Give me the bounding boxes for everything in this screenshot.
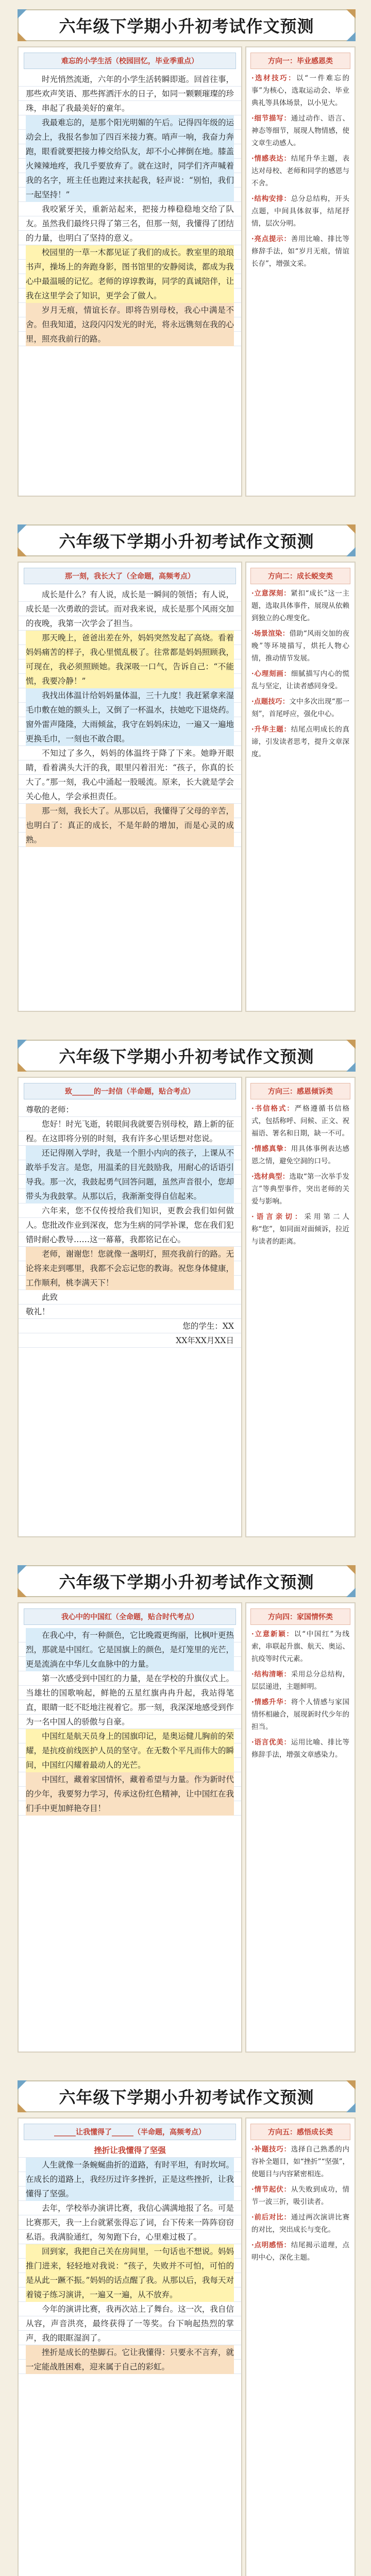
note-item: ·结构清晰：采用总分总结构，层层递进，主题鲜明。 [251, 1670, 350, 1691]
section-title-banner [18, 1040, 356, 1072]
notes-body [246, 2143, 355, 2272]
essay-paragraph: 我找出体温计给妈妈量体温，三十九度！我赶紧拿来湿毛巾敷在她的额头上，又倒了一杯温水，扶她吃下退烧药。窗外雷声隆隆，大雨倾盆，我守在妈妈床边，一遍又一遍地更换毛巾，一刻也不敢合眼。 [26, 688, 234, 746]
section-title: 六年级下学期小升初考试作文预测 [59, 1572, 314, 1592]
note-item: ·情感升华：将个人情感与家国情怀相融合，展现新时代少年的担当。 [251, 1698, 350, 1731]
letter-salutation: 尊敬的老师： [26, 1105, 74, 1114]
essay-paragraph: 挫折是成长的垫脚石。它让我懂得：只要永不言弃，就一定能战胜困难，迎来属于自己的彩虹。 [26, 2345, 234, 2374]
note-item: ·结构安排：总分总结构，开头点题，中间具体叙事，结尾抒情，层次分明。 [251, 195, 350, 228]
notes-heading: 方向一：毕业感恩类 [250, 53, 350, 69]
note-item: ·心理刻画：细腻描写内心的慌乱与坚定，让读者感同身受。 [251, 670, 350, 690]
essay-paragraph: 那一刻，我长大了。从那以后，我懂得了父母的辛苦，也明白了：真正的成长，不是年龄的增加，而是心灵的成熟。 [26, 804, 234, 847]
section-title-banner [18, 9, 356, 41]
notes-panel [245, 562, 356, 1012]
essay-paragraph: 我咬紧牙关，重新站起来，把接力棒稳稳地交给了队友。虽然我们最终只得了第三名，但那一刻，我懂得了团结的力量，也明白了坚持的意义。 [26, 205, 234, 243]
essay-paragraph: 那天晚上，爸爸出差在外，妈妈突然发起了高烧。看着妈妈痛苦的样子，我心里慌乱极了。往常都是妈妈照顾我，可现在，我必须照顾她。我深吸一口气，告诉自己：“不能慌，我要冷静！” [26, 631, 234, 688]
note-item: ·情节起伏：从失败到成功，情节一波三折，吸引读者。 [251, 2185, 350, 2206]
notes-heading: 方向五：感悟成长类 [250, 2124, 350, 2140]
letter-closing: 此致 [42, 1293, 58, 1302]
notes-body [246, 1628, 355, 1769]
note-item: ·语言亲切：采用第二人称“您”，如同面对面倾诉，拉近与读者的距离。 [251, 1213, 350, 1246]
note-item: ·情感真挚：用具体事例表达感恩之情，避免空洞的口号。 [251, 1145, 350, 1165]
section-title: 六年级下学期小升初考试作文预测 [59, 16, 314, 36]
section-title-banner [18, 2080, 356, 2112]
letter-regards: 敬礼！ [26, 1307, 50, 1316]
essay-paragraph: 老师，谢谢您！您就像一盏明灯，照亮我前行的路。无论将来走到哪里，我都不会忘记您的教诲。祝您身体健康，工作顺利，桃李满天下！ [26, 1247, 234, 1290]
section-title-banner [18, 524, 356, 556]
note-item: ·补题技巧：选择自己熟悉的内容补全题目，如“挫折”“坚强”，使题目与内容紧密相连。 [251, 2145, 350, 2178]
letter-date: XX年XX月XX日 [176, 1336, 234, 1345]
notes-body [246, 1103, 355, 1256]
notes-heading: 方向四：家国情怀类 [250, 1608, 350, 1625]
essay-paragraph: 六年来，您不仅传授给我们知识，更教会我们如何做人。您批改作业到深夜，您为生病的同学补课，您在我们犯错时耐心教导……这一幕幕，我都铭记在心。 [26, 1206, 234, 1244]
notes-body [246, 587, 355, 769]
essay-heading: 难忘的小学生活（校园回忆，毕业季重点） [24, 53, 236, 69]
note-item: ·场景渲染：借助“风雨交加的夜晚”等环境描写，烘托人物心情，推动情节发展。 [251, 630, 350, 663]
note-item: ·点题技巧：文中多次出现“那一刻”，首尾呼应，强化中心。 [251, 698, 350, 718]
essay-paragraph: 第一次感受到中国红的力量，是在学校的升旗仪式上。当雄壮的国歌响起，鲜艳的五星红旗冉冉升起，我站得笔直，眼睛一眨不眨地注视着它。那一刻，我深深地感受到作为一名中国人的骄傲与自豪。 [26, 1674, 234, 1726]
essay-panel [18, 1077, 242, 1537]
notes-panel [245, 1077, 356, 1537]
essay-body [19, 1103, 241, 1353]
essay-heading: 致______的一封信（半命题，贴合考点） [24, 1083, 236, 1099]
notes-panel [245, 1602, 356, 2053]
section-title: 六年级下学期小升初考试作文预测 [59, 2088, 314, 2107]
essay-heading: 那一刻，我长大了（全命题，高频考点） [24, 568, 236, 584]
essay-paragraph: 还记得刚入学时，我是一个胆小内向的孩子，上课从不敢举手发言。是您，用温柔的目光鼓励我，用耐心的话语引导我。那一次，我鼓起勇气回答问题，虽然声音很小，您却带头为我鼓掌。从那以后，我渐渐变得自信起来。 [26, 1146, 234, 1204]
essay-title: 挫折让我懂得了坚强 [94, 2145, 166, 2155]
notes-heading: 方向三：感恩倾诉类 [250, 1083, 350, 1099]
note-item: ·语言优美：运用比喻、排比等修辞手法，增强文章感染力。 [251, 1738, 350, 1759]
note-item: ·升华主题：结尾点明成长的真谛，引发读者思考，提升文章深度。 [251, 725, 350, 758]
notes-panel [245, 46, 356, 497]
essay-paragraph: 回到家，我把自己关在房间里，一句话也不想说。妈妈推门进来，轻轻地对我说：“孩子，失败并不可怕，可怕的是从此一蹶不振。”妈妈的话点醒了我。从那以后，我每天对着镜子练习演讲，一遍又一遍，从不放弃。 [26, 2244, 234, 2302]
essay-heading: 我心中的中国红（全命题，贴合时代考点） [24, 1608, 236, 1625]
note-item: ·选材典型：选取“第一次举手发言”等典型事件，突出老师的关爱与影响。 [251, 1173, 350, 1206]
section-title: 六年级下学期小升初考试作文预测 [59, 532, 314, 551]
essay-body [19, 1628, 241, 1821]
essay-panel [18, 1602, 242, 2053]
essay-panel [18, 562, 242, 1012]
essay-paragraph: 成长是什么？有人说，成长是一瞬间的领悟；有人说，成长是一次勇敢的尝试。而对我来说，成长是那个风雨交加的夜晚，我第一次学会了担当。 [26, 590, 234, 628]
note-item: ·细节描写：通过动作、语言、神态等细节，展现人物情感，使文章生动感人。 [251, 114, 350, 147]
essay-body [19, 587, 241, 852]
note-item: ·书信格式：严格遵循书信格式，包括称呼、问候、正文、祝福语、署名和日期，缺一不可。 [251, 1105, 350, 1138]
essay-panel [18, 2117, 242, 2576]
essay-paragraph: 去年，学校举办演讲比赛，我信心满满地报了名。可是比赛那天，我一上台就紧张得忘了词，台下传来一阵阵窃窃私语。我满脸通红，匆匆跑下台，心里难过极了。 [26, 2204, 234, 2242]
section-title: 六年级下学期小升初考试作文预测 [59, 1047, 314, 1066]
notes-heading: 方向二：成长蜕变类 [250, 568, 350, 584]
note-item: ·点明感悟：结尾揭示道理，点明中心，深化主题。 [251, 2241, 350, 2262]
note-item: ·亮点提示：善用比喻、排比等修辞手法，如“岁月无痕，情谊长存”，增强文采。 [251, 235, 350, 268]
essay-paragraph: 我最难忘的，是那个阳光明媚的午后。记得四年级的运动会上，我报名参加了四百米接力赛。哨声一响，我奋力奔跑，眼看就要把接力棒交给队友，却不小心摔倒在地。膝盖火辣辣地疼，我几乎要放弃了。就在这时，同学们齐声喊着我的名字，班主任也跑过来扶起我，轻声说：“别怕，我们一起坚持！” [26, 115, 234, 202]
note-item: ·立意深刻：紧扣“成长”这一主题，选取具体事件，展现从依赖到独立的心理变化。 [251, 589, 349, 622]
essay-paragraph: 今年的演讲比赛，我再次站上了舞台。这一次，我自信从容，声音洪亮，最终获得了一等奖。台下响起热烈的掌声，我的眼眶湿润了。 [26, 2304, 234, 2343]
letter-signature: 您的学生：XX [182, 1321, 234, 1331]
note-item: ·选材技巧：以“一件难忘的事”为核心，选取运动会、毕业典礼等具体场景，以小见大。 [251, 74, 350, 107]
essay-paragraph: 不知过了多久，妈妈的体温终于降了下来。她睁开眼睛，看着满头大汗的我，眼里闪着泪光：“孩子，你真的长大了。”那一刻，我心中涌起一股暖流。原来，长大就是学会关心他人，学会承担责任。 [26, 749, 234, 801]
essay-paragraph: 人生就像一条蜿蜒曲折的道路，有时平坦，有时坎坷。在成长的道路上，我经历过许多挫折，正是这些挫折，让我懂得了坚强。 [26, 2158, 234, 2201]
note-item: ·立意新颖：以“中国红”为线索，串联起升旗、航天、奥运、抗疫等时代元素。 [251, 1630, 349, 1663]
essay-panel [18, 46, 242, 497]
essay-paragraph: 中国红是航天员身上的国旗印记，是奥运健儿胸前的荣耀，是抗疫前线医护人员的坚守。在无数个平凡而伟大的瞬间，中国红闪耀着最动人的光芒。 [26, 1729, 234, 1772]
essay-paragraph: 中国红，藏着家国情怀，藏着希望与力量。作为新时代的少年，我要努力学习，传承这份红色精神，让中国红在我们手中更加鲜艳夺目！ [26, 1772, 234, 1816]
note-item: ·前后对比：通过两次演讲比赛的对比，突出成长与变化。 [251, 2213, 350, 2234]
essay-paragraph: 您好！时光飞逝，转眼间我就要告别母校，踏上新的征程。在这即将分别的时刻，我有许多心里话想对您说。 [26, 1120, 234, 1143]
essay-paragraph: 校园里的一草一木都见证了我们的成长。教室里的琅琅书声，操场上的奔跑身影，图书馆里的安静阅读，都成为我心中最温暖的记忆。老师的谆谆教诲，同学的真诚陪伴，让我在这里学会了知识，更学会了做人。 [26, 245, 234, 303]
essay-body [19, 72, 241, 351]
notes-panel [245, 2117, 356, 2576]
essay-paragraph: 在我心中，有一种颜色，它比晚霞更绚丽，比枫叶更热烈，那就是中国红。它是国旗上的颜色，是灯笼里的光芒，更是流淌在中华儿女血脉中的力量。 [26, 1628, 234, 1671]
note-item: ·情感表达：结尾升华主题，表达对母校、老师和同学的感恩与不舍。 [251, 155, 350, 188]
essay-heading: ______让我懂得了______（半命题，高频考点） [24, 2124, 236, 2140]
essay-paragraph: 时光悄然流逝，六年的小学生活转瞬即逝。回首往事，那些欢声笑语、那些挥洒汗水的日子，如同一颗颗璀璨的珍珠，串起了我最美好的童年。 [26, 75, 234, 113]
notes-body [246, 72, 355, 278]
section-title-banner [18, 1565, 356, 1597]
essay-paragraph: 岁月无痕，情谊长存。即将告别母校，我心中满是不舍。但我知道，这段闪闪发光的时光，将永远镌刻在我的心里，照亮我前行的路。 [26, 303, 234, 346]
essay-body [19, 2143, 241, 2379]
